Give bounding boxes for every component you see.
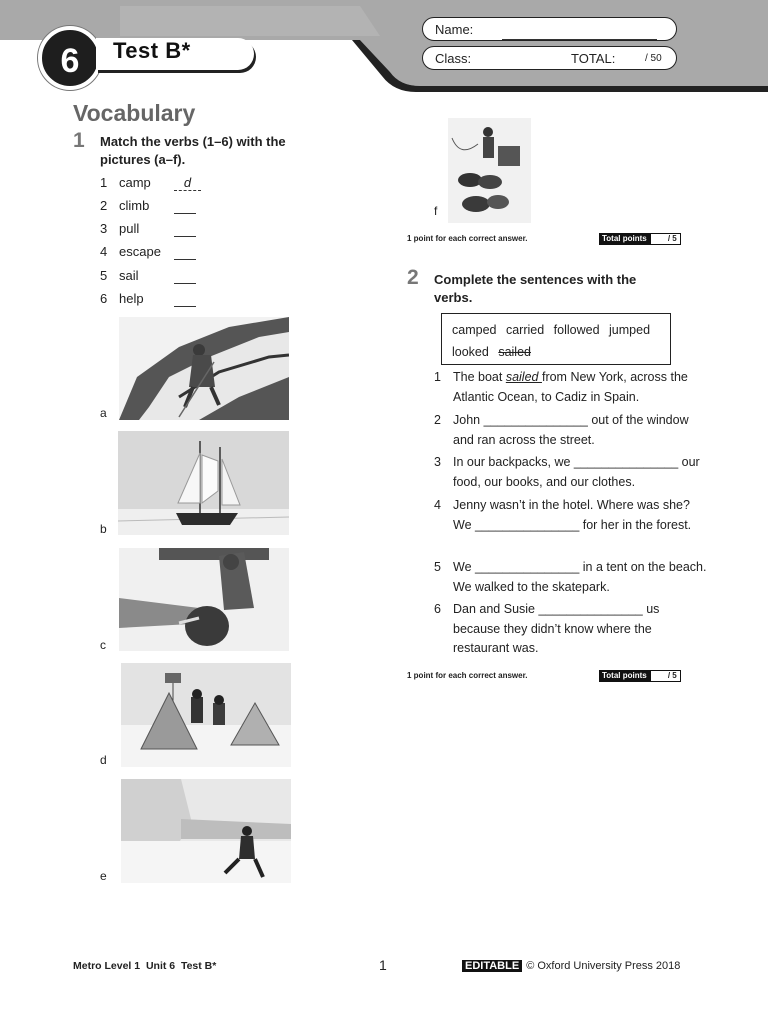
- item-number: 3: [100, 221, 108, 236]
- sentence-number: 1: [434, 370, 441, 384]
- word-bank-item-crossed: sailed: [498, 345, 531, 359]
- copyright: © Oxford University Press 2018: [526, 960, 681, 972]
- sentence-after: from New York, across the Atlantic Ocean, to Cadiz in Spain.: [453, 370, 688, 404]
- sentence-number: 6: [434, 602, 441, 616]
- picture-a-climber: [119, 317, 289, 420]
- total-points-label: Total points: [599, 670, 650, 682]
- total-value: / 50: [645, 53, 662, 64]
- footer-copyright-block: [462, 960, 680, 972]
- sentence-text[interactable]: Dan and Susie _______________ us because they didn’t know where the restaurant was.: [453, 602, 660, 655]
- word-bank-item: followed: [553, 323, 600, 337]
- total-points-value: / 5: [650, 233, 681, 245]
- exercise-1-total-points: [599, 233, 681, 245]
- test-title: Test B*: [113, 38, 191, 63]
- word-bank-item: looked: [452, 345, 489, 359]
- footer-course: Metro Level 1 Unit 6 Test B*: [73, 960, 217, 972]
- sentence-item: [434, 600, 704, 660]
- name-line: [502, 39, 657, 40]
- picture-b-ship: [118, 431, 289, 535]
- picture-f-sled: [448, 118, 531, 223]
- section-title: Vocabulary: [73, 100, 196, 126]
- exercise-2-point-note: 1 point for each correct answer.: [407, 671, 528, 680]
- sentence-number: 3: [434, 455, 441, 469]
- item-word: climb: [119, 198, 150, 213]
- sentence-text[interactable]: In our backpacks, we _______________ our food, our books, and our clothes.: [453, 455, 700, 489]
- exercise-1-instruction: Match the verbs (1–6) with the pictures (a–f).: [100, 134, 286, 167]
- picture-letter-d: d: [100, 753, 107, 767]
- item-word: camp: [119, 175, 151, 190]
- picture-letter-b: b: [100, 522, 107, 536]
- sentence-item: [434, 368, 704, 408]
- exercise-2-number: 2: [407, 266, 419, 289]
- name-label: Name:: [435, 22, 474, 37]
- total-points-value: / 5: [650, 670, 681, 682]
- sentence-text[interactable]: Jenny wasn’t in the hotel. Where was she? We _______________ for her in the forest.: [453, 498, 692, 532]
- sentence-item: [434, 453, 704, 493]
- sentence-number: 5: [434, 560, 441, 574]
- total-label: TOTAL:: [571, 51, 616, 66]
- picture-letter-e: e: [100, 869, 107, 883]
- picture-c-helping: [119, 548, 289, 651]
- editable-badge: EDITABLE: [462, 960, 522, 972]
- item-number: 6: [100, 291, 108, 306]
- answer-blank[interactable]: [174, 221, 196, 237]
- item-number: 5: [100, 268, 108, 283]
- sentence-text[interactable]: We _______________ in a tent on the beach. We walked to the skatepark.: [453, 560, 707, 594]
- sentence-text: [453, 368, 708, 407]
- sentence-item: [434, 558, 707, 598]
- picture-letter-c: c: [100, 638, 106, 652]
- class-label: Class:: [435, 51, 472, 66]
- item-word: escape: [119, 244, 161, 259]
- word-bank: [441, 313, 671, 365]
- word-bank-item: carried: [505, 323, 545, 337]
- item-number: 2: [100, 198, 108, 213]
- item-word: sail: [119, 268, 139, 283]
- item-word: pull: [119, 221, 140, 236]
- picture-d-camp: [121, 663, 291, 767]
- example-answer: sailed: [505, 370, 542, 384]
- answer-blank[interactable]: d: [174, 175, 201, 191]
- answer-blank[interactable]: [174, 291, 196, 307]
- exercise-1-number: 1: [73, 129, 85, 152]
- sentence-item: [434, 411, 704, 451]
- sentence-item: [434, 496, 704, 556]
- name-field[interactable]: [422, 17, 677, 41]
- class-field[interactable]: [422, 46, 677, 70]
- answer-blank[interactable]: [174, 268, 196, 284]
- word-bank-item: jumped: [609, 323, 651, 337]
- exercise-2-instruction: Complete the sentences with the verbs.: [434, 272, 637, 305]
- item-word: help: [119, 291, 144, 306]
- answer-blank[interactable]: [174, 244, 196, 260]
- unit-number-badge: 6: [38, 26, 102, 90]
- answer-blank[interactable]: [174, 198, 196, 214]
- sentence-number: 2: [434, 413, 441, 427]
- item-number: 1: [100, 175, 108, 190]
- picture-letter-f: f: [434, 204, 438, 218]
- sentence-number: 4: [434, 498, 441, 512]
- picture-e-escape: [121, 779, 291, 883]
- item-number: 4: [100, 244, 108, 259]
- page-number: 1: [379, 957, 387, 973]
- exercise-2-total-points: [599, 670, 681, 682]
- total-points-label: Total points: [599, 233, 650, 245]
- picture-letter-a: a: [100, 406, 107, 420]
- sentence-before: The boat: [453, 370, 506, 384]
- word-bank-item: camped: [452, 323, 497, 337]
- sentence-text[interactable]: John _______________ out of the window and ran across the street.: [453, 413, 689, 447]
- exercise-1-point-note: 1 point for each correct answer.: [407, 234, 528, 243]
